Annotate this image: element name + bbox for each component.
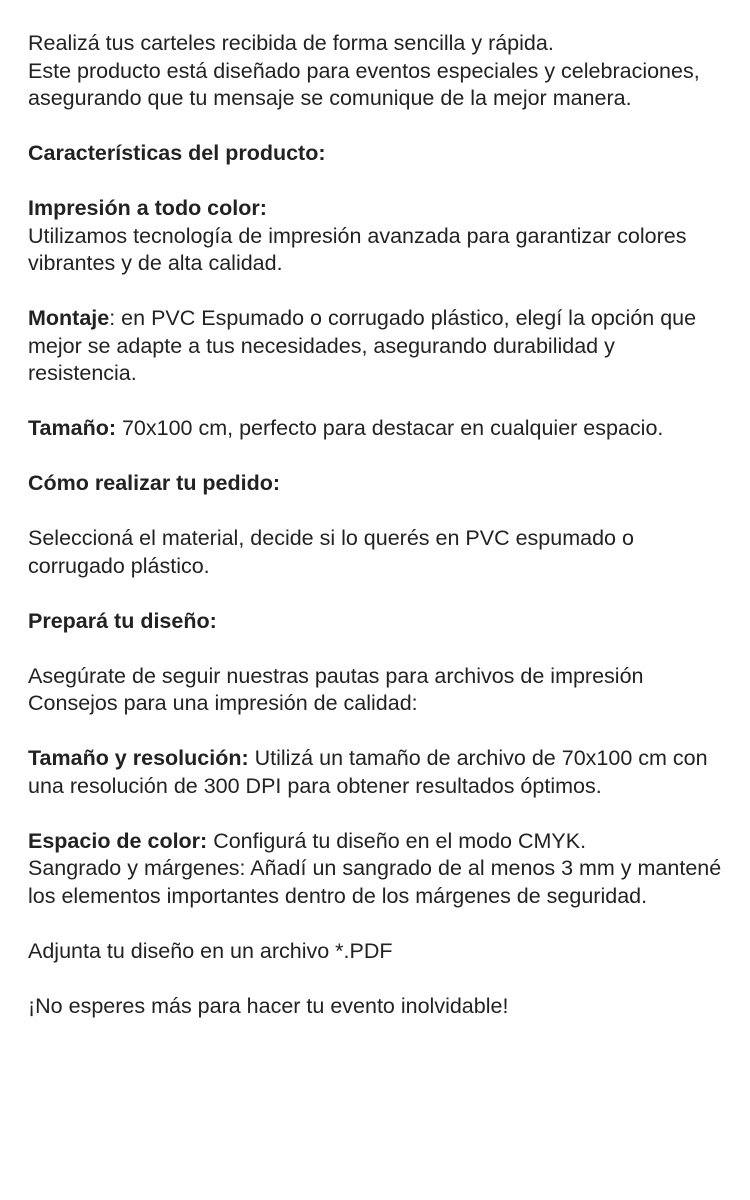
- bleed-text: Sangrado y márgenes: Añadí un sangrado de al menos 3 mm y mantené los elementos importantes dentro de los márgenes de seguridad.: [28, 856, 722, 908]
- spacer: [28, 168, 728, 196]
- color-paragraph: [28, 828, 728, 856]
- resolution-text: Utilizá un tamaño de archivo de 70x100 cm con una resolución de 300 DPI para obtener resultados óptimos.: [28, 746, 708, 798]
- design-line-1: Asegúrate de seguir nuestras pautas para archivos de impresión: [28, 663, 644, 688]
- print-label: Impresión a todo color:: [28, 196, 267, 220]
- design-heading: Prepará tu diseño:: [28, 608, 217, 633]
- closing-text: ¡No esperes más para hacer tu evento inolvidable!: [28, 993, 509, 1018]
- intro-line-2: Este producto está diseñado para eventos especiales y celebraciones, asegurando que tu mensaje se comunique de la mejor manera.: [28, 58, 700, 110]
- product-description: [28, 30, 728, 1020]
- design-line-2: Consejos para una impresión de calidad:: [28, 691, 418, 715]
- mount-paragraph: [28, 305, 728, 388]
- spacer: [28, 800, 728, 828]
- spacer: [28, 910, 728, 938]
- color-text: Configurá tu diseño en el modo CMYK.: [207, 828, 587, 853]
- size-text: 70x100 cm, perfecto para destacar en cualquier espacio.: [116, 416, 664, 440]
- intro-line-1: Realizá tus carteles recibida de forma sencilla y rápida.: [28, 31, 554, 55]
- features-heading: Características del producto:: [28, 141, 326, 165]
- spacer: [28, 388, 728, 416]
- order-heading: Cómo realizar tu pedido:: [28, 471, 281, 495]
- spacer: [28, 498, 728, 526]
- attach-text: Adjunta tu diseño en un archivo *.PDF: [28, 938, 393, 963]
- color-label: Espacio de color:: [28, 828, 208, 853]
- print-text: Utilizamos tecnología de impresión avanzada para garantizar colores vibrantes y de alta calidad.: [28, 223, 687, 275]
- spacer: [28, 443, 728, 471]
- order-text: Seleccioná el material, decide si lo querés en PVC espumado o corrugado plástico.: [28, 526, 634, 578]
- mount-text: : en PVC Espumado o corrugado plástico, elegí la opción que mejor se adapte a tus necesidades, asegurando durabilidad y resistencia.: [28, 306, 697, 385]
- resolution-label: Tamaño y resolución:: [28, 746, 249, 770]
- spacer: [28, 965, 728, 993]
- size-label: Tamaño:: [28, 416, 116, 440]
- spacer: [28, 113, 728, 141]
- spacer: [28, 718, 728, 746]
- mount-label: Montaje: [28, 306, 110, 330]
- spacer: [28, 580, 728, 608]
- spacer: [28, 635, 728, 663]
- resolution-paragraph: [28, 745, 728, 800]
- spacer: [28, 278, 728, 306]
- size-paragraph: [28, 415, 728, 443]
